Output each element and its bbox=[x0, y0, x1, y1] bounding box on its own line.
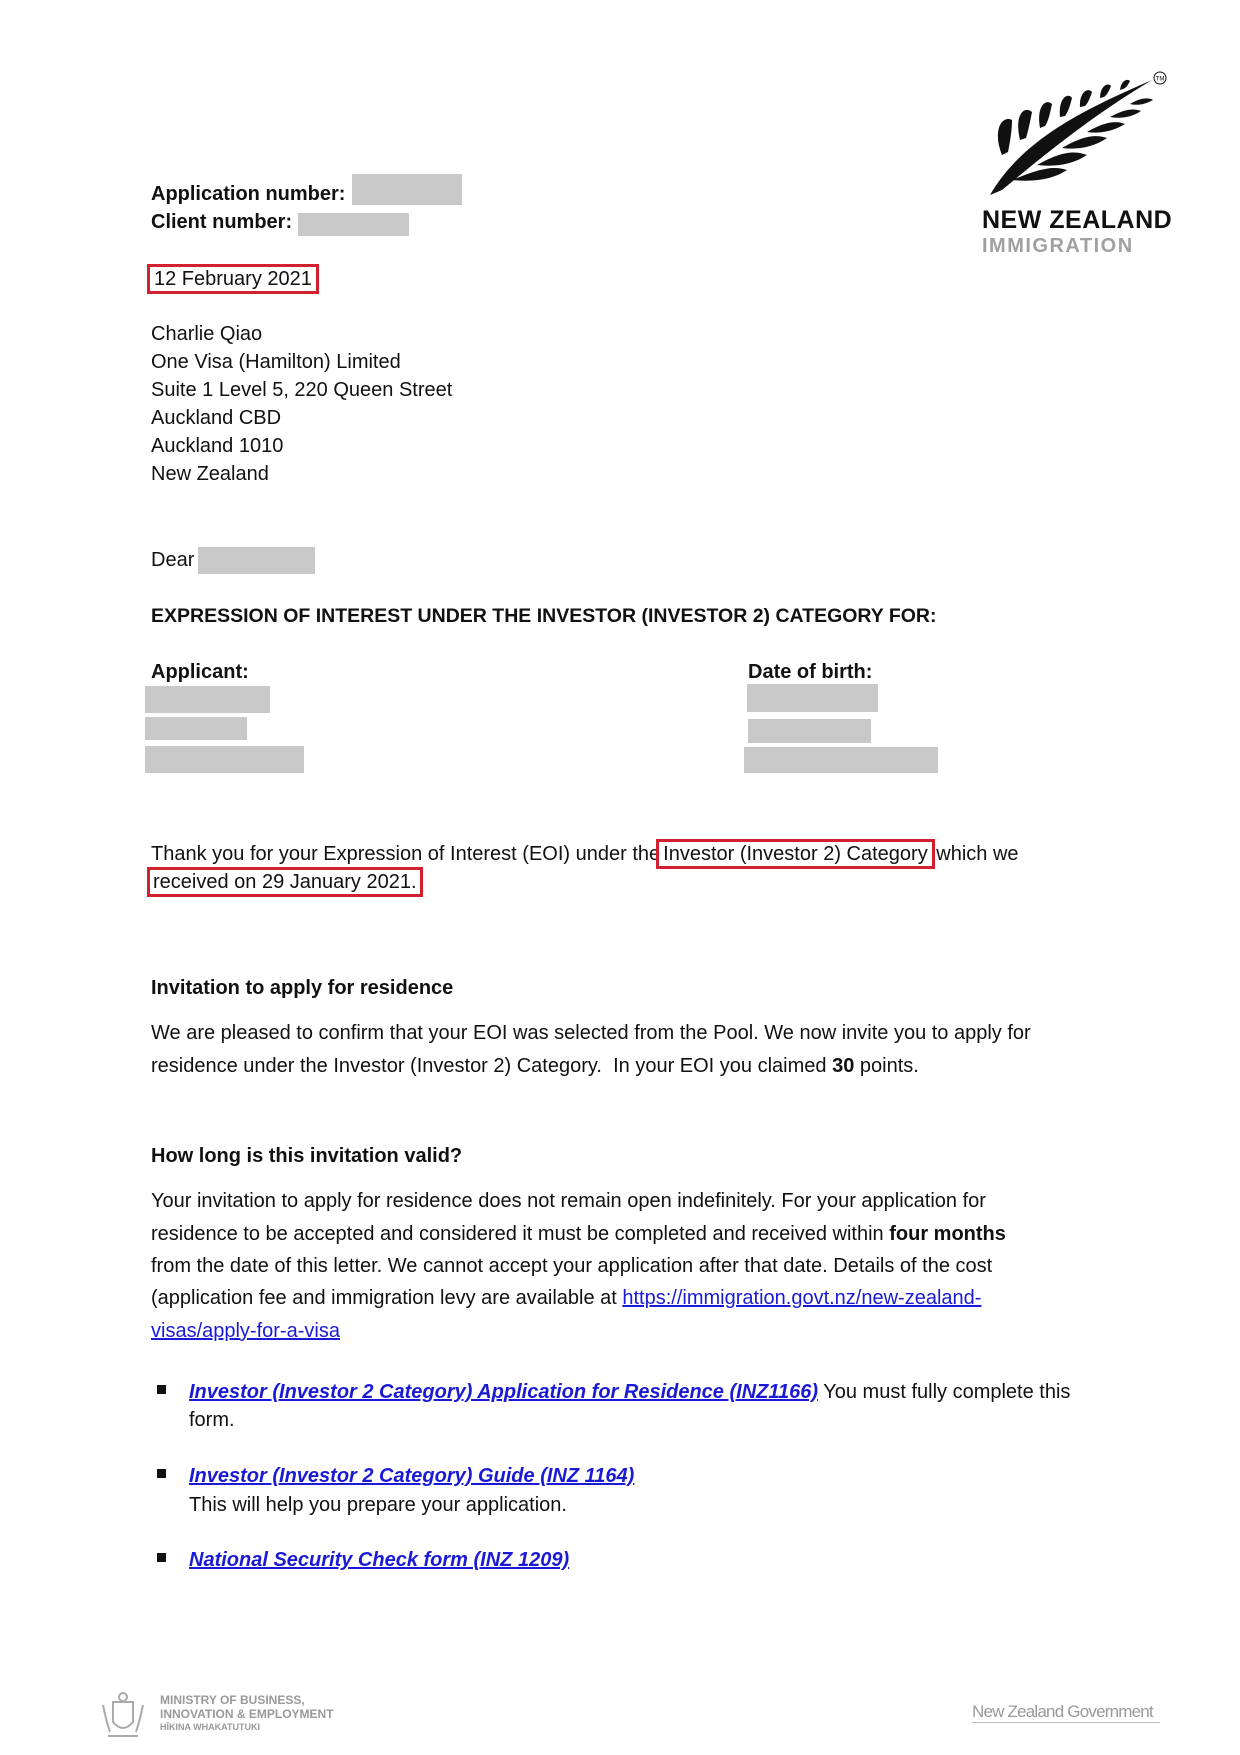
mbie-line: INNOVATION & EMPLOYMENT bbox=[160, 1707, 334, 1721]
nz-immigration-logo bbox=[982, 70, 1182, 258]
paragraph-line: from the date of this letter. We cannot accept your application after that date. Details of the cost bbox=[151, 1255, 993, 1277]
salutation: Dear bbox=[151, 549, 195, 571]
mbie-line: HĪKINA WHAKATUTUKI bbox=[160, 1722, 260, 1732]
mbie-line: MINISTRY OF BUSINESS, bbox=[160, 1693, 305, 1707]
redacted-client-number bbox=[298, 213, 409, 236]
redacted-field bbox=[145, 717, 247, 740]
bullet-item bbox=[189, 1379, 1070, 1405]
visa-link[interactable]: https://immigration.govt.nz/new-zealand- bbox=[622, 1287, 982, 1309]
bullet-text: form. bbox=[189, 1409, 235, 1431]
redacted-field bbox=[748, 719, 871, 743]
mbie-logo bbox=[160, 1693, 334, 1733]
logo-line2: IMMIGRATION bbox=[982, 235, 1134, 257]
nz-government-logo: New Zealand Government bbox=[972, 1702, 1160, 1723]
bullet-icon bbox=[157, 1469, 166, 1478]
paragraph-line bbox=[151, 1053, 919, 1079]
inz1209-link[interactable]: National Security Check form (INZ 1209) bbox=[189, 1549, 570, 1571]
intro-text: Thank you for your Expression of Interest (EOI) under the bbox=[151, 843, 661, 865]
paragraph-line bbox=[151, 1285, 981, 1311]
intro-line1 bbox=[151, 841, 1019, 867]
client-number-label: Client number: bbox=[151, 211, 293, 233]
letter-date: 12 February 2021 bbox=[151, 268, 315, 290]
redacted-field bbox=[747, 684, 878, 712]
dob-label: Date of birth: bbox=[748, 661, 873, 683]
redacted-field bbox=[145, 686, 270, 713]
section-heading-invitation: Invitation to apply for residence bbox=[151, 977, 454, 999]
paragraph-line: Your invitation to apply for residence does not remain open indefinitely. For your application for bbox=[151, 1190, 986, 1212]
address-line: Charlie Qiao bbox=[151, 323, 263, 345]
highlight-category: Investor (Investor 2) Category bbox=[660, 843, 931, 865]
inz1166-link[interactable]: Investor (Investor 2 Category) Application for Residence (INZ1166) bbox=[189, 1381, 819, 1403]
address-line: New Zealand bbox=[151, 463, 269, 485]
four-months: four months bbox=[889, 1223, 1006, 1245]
address-line: Suite 1 Level 5, 220 Queen Street bbox=[151, 379, 453, 401]
text: (application fee and immigration levy are available at bbox=[151, 1287, 623, 1309]
address-line: One Visa (Hamilton) Limited bbox=[151, 351, 401, 373]
application-number-label: Application number: bbox=[151, 183, 346, 205]
inz1164-link[interactable]: Investor (Investor 2 Category) Guide (INZ 1164) bbox=[189, 1465, 635, 1487]
redacted-field bbox=[744, 747, 938, 773]
svg-text:TM: TM bbox=[1155, 76, 1165, 83]
silver-fern-icon bbox=[982, 70, 1172, 200]
redacted-application-number bbox=[352, 174, 462, 205]
applicant-label: Applicant: bbox=[151, 661, 249, 683]
redacted-name bbox=[198, 547, 315, 574]
text: You must fully complete this bbox=[818, 1381, 1071, 1403]
redacted-field bbox=[145, 746, 304, 773]
subject-heading: EXPRESSION OF INTEREST UNDER THE INVESTOR (INVESTOR 2) CATEGORY FOR: bbox=[151, 605, 937, 627]
coat-of-arms-icon bbox=[98, 1690, 148, 1740]
bullet-icon bbox=[157, 1385, 166, 1394]
text: residence to be accepted and considered it must be completed and received within bbox=[151, 1223, 890, 1245]
text: residence under the Investor (Investor 2) Category. In your EOI you claimed bbox=[151, 1055, 833, 1077]
bullet-text: This will help you prepare your application. bbox=[189, 1494, 567, 1516]
paragraph-line: We are pleased to confirm that your EOI was selected from the Pool. We now invite you to apply for bbox=[151, 1022, 1031, 1044]
points-value: 30 bbox=[832, 1055, 855, 1077]
text: points. bbox=[854, 1055, 919, 1077]
logo-line1: NEW ZEALAND bbox=[982, 206, 1173, 234]
highlight-received-date: received on 29 January 2021. bbox=[153, 871, 417, 893]
intro-text: which we bbox=[936, 843, 1019, 865]
visa-link-continued[interactable]: visas/apply-for-a-visa bbox=[151, 1320, 340, 1342]
section-heading-validity: How long is this invitation valid? bbox=[151, 1145, 463, 1167]
address-line: Auckland CBD bbox=[151, 407, 282, 429]
address-line: Auckland 1010 bbox=[151, 435, 284, 457]
paragraph-line bbox=[151, 1221, 1006, 1247]
bullet-icon bbox=[157, 1553, 166, 1562]
